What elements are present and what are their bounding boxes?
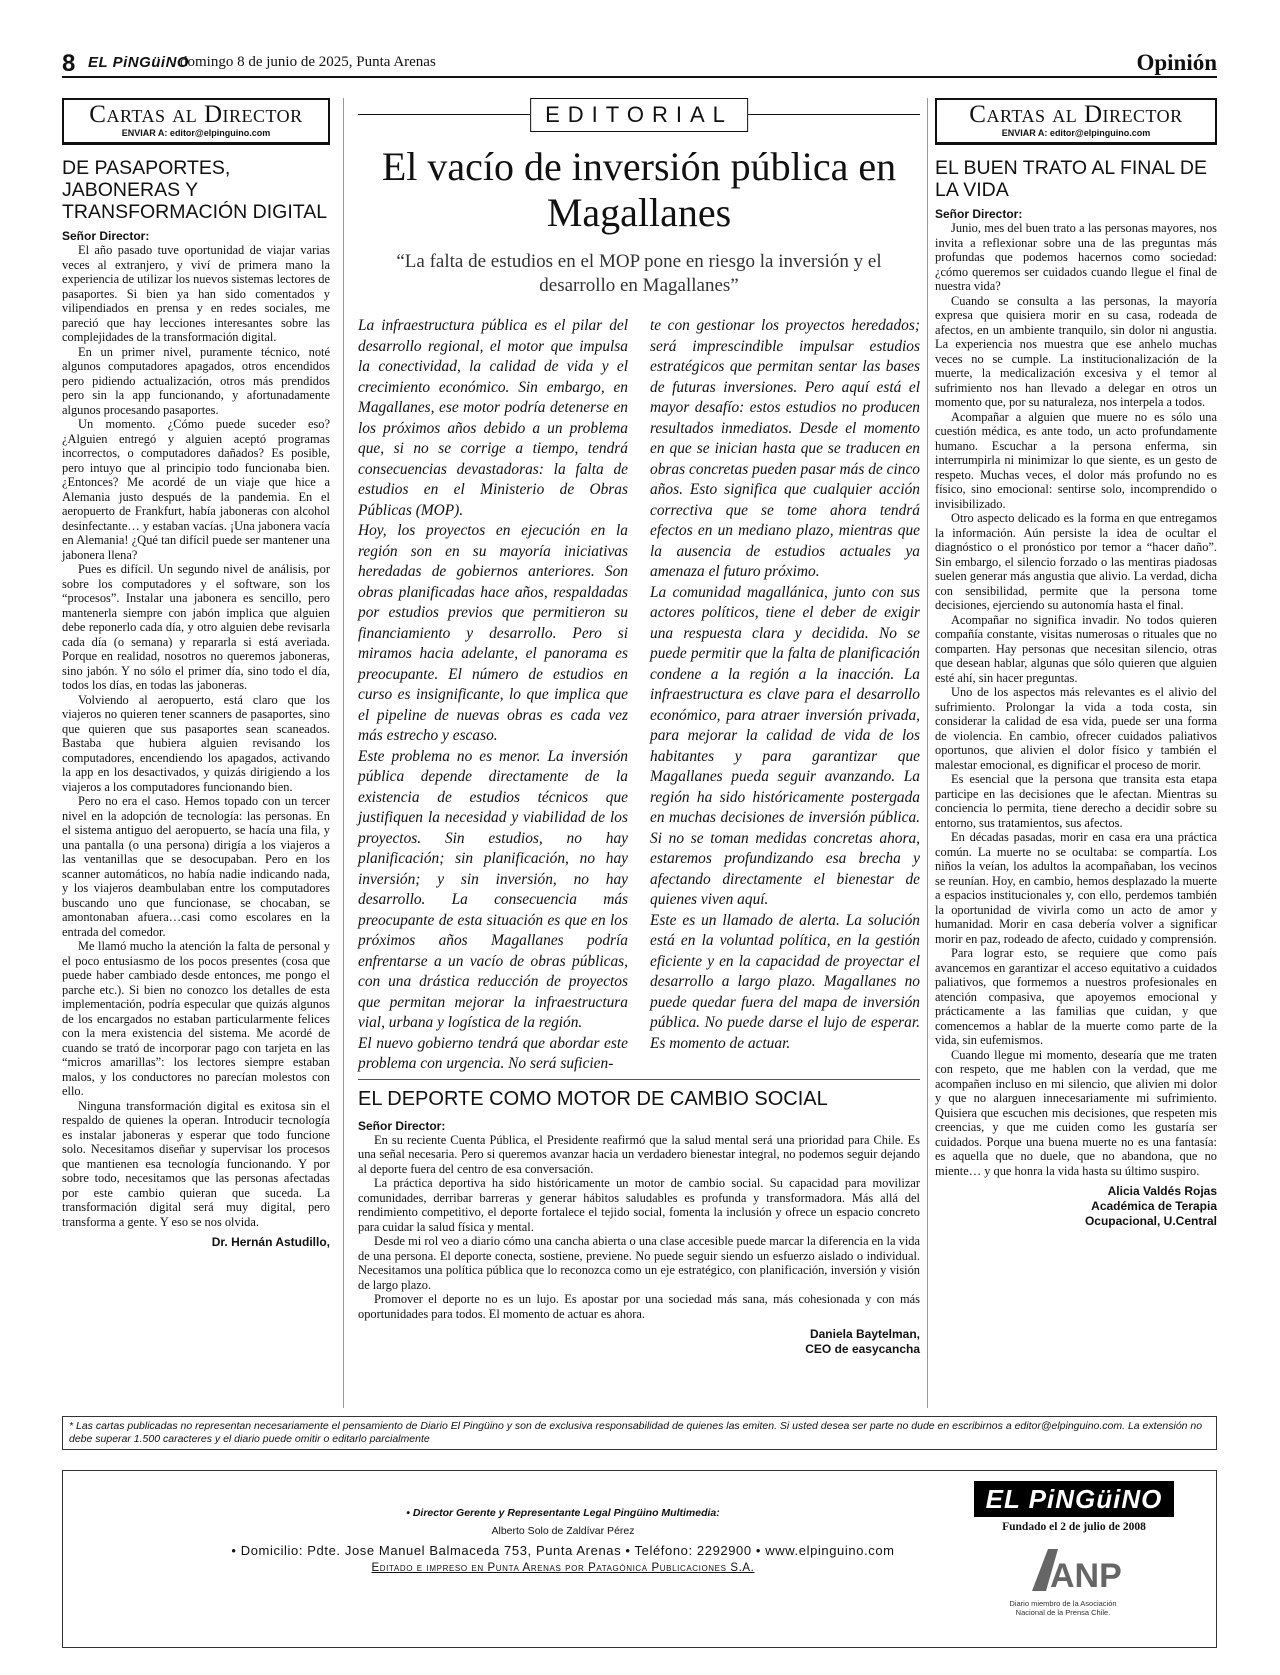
paragraph: Es esencial que la persona que transita esta etapa participe en las decisiones que le afectan. Mientras su conciencia lo permita, tiene derecho a decidir sobre su entorno, sus tratamientos, sus afectos. xyxy=(935,772,1217,830)
footer-director-label: • Director Gerente y Representante Legal Pingüino Multimedia: xyxy=(406,1507,720,1519)
paragraph: La comunidad magallánica, junto con sus actores políticos, tiene el deber de exigir una respuesta clara y decidida. No se puede permitir que la falta de planificación condene a la región a la inacción. La infraestructura es clave para el desarrollo económico, para atraer inversión privada, para mejorar la calidad de vida de los habitantes y para garantizar que Magallanes pueda seguir avanzando. La región ha sido históricamente postergada en muchas decisiones de inversión pública. Si no se toman medidas concretas ahora, estaremos profundizando esa brecha y afectando directamente el bienestar de quienes viven aquí. xyxy=(650,583,920,908)
paragraph: Para lograr esto, se requiere que como país avancemos en garantizar el acceso equitativo a cuidados paliativos, que formemos a nuestros profesionales en atención compasiva, que apoyemos emocional y prácticamente a las familias que cuidan, y que comencemos a hablar de la muerte como parte de la vida, sin eufemismos. xyxy=(935,946,1217,1047)
salutation: Señor Director: xyxy=(62,229,150,243)
footer-credits xyxy=(163,1507,963,1574)
letter-title: DE PASAPORTES, JABONERAS Y TRANSFORMACIÓN DIGITAL xyxy=(62,157,328,223)
signature-role: CEO de easycancha xyxy=(805,1342,920,1356)
column-divider xyxy=(927,98,928,1408)
el-pinguino-logo: EL PiNGüiNO xyxy=(974,1481,1174,1517)
cartas-title: Cartas al Director xyxy=(969,101,1183,128)
editorial-label-wrap xyxy=(358,98,920,132)
page-header xyxy=(62,50,1217,78)
cartas-email: ENVIAR A: editor@elpinguino.com xyxy=(1001,128,1151,138)
cartas-title: Cartas al Director xyxy=(89,101,303,128)
paragraph: Cuando llegue mi momento, desearía que me traten con respeto, que me hablen con la verdad, que me acompañen incluso en mi silencio, que alivien mi dolor y que no alarguen innecesariamente mi sufrimiento. Quisiera que escuchen mis decisiones, que respeten mis creencias, y que me cuiden como les gustaría ser cuidados. Porque una buena muerte no es una fantasía: es aquella que no duele, que no abandona, que no miente… y que honra la vida hasta su último suspiro. xyxy=(935,1047,1217,1178)
editorial-col-1 xyxy=(358,316,628,1075)
section-name: Opinión xyxy=(1136,50,1217,75)
paragraph: En un primer nivel, puramente técnico, noté algunos computadores apagados, otros encendidos pero pidiendo actualización, otros más prendidos pero sin la app funcionando, y afortunadamente algunos procesando pasaportes. xyxy=(62,344,330,417)
salutation: Señor Director: xyxy=(358,1118,446,1133)
paragraph: Promover el deporte no es un lujo. Es apostar por una sociedad más sana, más cohesionada y con más oportunidades para todos. El momento de actuar es ahora. xyxy=(358,1292,920,1321)
editorial-body xyxy=(358,316,920,1075)
editorial-col-2 xyxy=(650,316,920,1075)
paragraph: Otro aspecto delicado es la forma en que entregamos la información. Aún persiste la idea de ocultar el diagnóstico o el pronóstico por temor a “hacer daño”. Sin embargo, el silencio forzado o las mentiras piadosas suelen generar más angustia que alivio. La verdad, dicha con sensibilidad, permite que la persona tome decisiones, ejerciendo su autonomía hasta el final. xyxy=(935,511,1217,612)
paragraph: El año pasado tuve oportunidad de viajar varias veces al extranjero, y viví de primera mano la experiencia de utilizar los nuevos sistemas lectores de pasaportes. Si bien ya han sido comentados y vilipendiados en prensa y en redes sociales, me pareció que hay lecciones interesantes sobre las complejidades de la transformación digital. xyxy=(62,243,330,344)
signature-line: Académica de Terapia xyxy=(1091,1199,1217,1213)
cartas-header xyxy=(935,98,1217,145)
paragraph: Acompañar a alguien que muere no es sólo una cuestión médica, es ante todo, un acto profundamente humano. Escuchar a la persona enferma, sin interrumpirla ni minimizar lo que siente, es un gesto de respeto. Muchas veces, el dolor más profundo no es físico, sino emocional: sentirse solo, incomprendido o invisibilizado. xyxy=(935,409,1217,511)
letter-body xyxy=(935,221,1217,1178)
paragraph: En su reciente Cuenta Pública, el Presidente reafirmó que la salud mental será una prioridad para Chile. Es una señal necesaria. Pero si queremos avanzar hacia un verdadero bienestar integral, no podemos seguir dejando al deporte fuera del centro de esa conversación. xyxy=(358,1132,920,1176)
editorial-subtitle: “La falta de estudios en el MOP pone en riesgo la inversión y el desarrollo en Magallanes” xyxy=(396,251,882,296)
cartas-email: ENVIAR A: editor@elpinguino.com xyxy=(121,128,271,138)
footer xyxy=(62,1470,1217,1648)
signature-line: Ocupacional, U.Central xyxy=(1084,1214,1217,1228)
footer-printer: Editado e impreso en Punta Arenas por Patagónica Publicaciones S.A. xyxy=(371,1562,755,1574)
editorial-label: EDITORIAL xyxy=(530,98,748,132)
paragraph: La infraestructura pública es el pilar del desarrollo regional, el motor que impulsa la conectividad, la calidad de vida y el crecimiento económico. Sin embargo, en Magallanes, ese motor podría detenerse en los próximos años debido a un problema que, si no se corrige a tiempo, tendrá consecuencias devastadoras: la falta de estudios en el Ministerio de Obras Públicas (MOP). xyxy=(358,317,628,519)
deporte-letter xyxy=(358,1088,920,1358)
salutation: Señor Director: xyxy=(935,207,1023,221)
letter-title: EL BUEN TRATO AL FINAL DE LA VIDA xyxy=(935,157,1208,201)
paragraph: Un momento. ¿Cómo puede suceder eso? ¿Alguien entregó y alguien aceptó programas incorrectos, o computadores dañados? Es posible, pero intuyo que al principio todo funcionaba bien. ¿Entonces? Me acordé de un viaje que hice a Alemania justo después de la pandemia. En el aeropuerto de Frankfurt, había jaboneras con alcohol desinfectante… y estaban vacías. ¡Una jabonera vacía en Alemania! ¿Qué tan difícil puede ser mantener una jabonera llena? xyxy=(62,417,330,562)
paragraph: La práctica deportiva ha sido históricamente un motor de cambio social. Su capacidad para movilizar comunidades, derribar barreras y generar hábitos saludables es profunda y transformadora. Más allá del rendimiento competitivo, el deporte fortalece el tejido social, fomenta la inclusión y ofrece un espacio concreto para cuidar la salud física y mental. xyxy=(358,1176,920,1234)
signature-name: Daniela Baytelman, xyxy=(809,1327,920,1341)
signature xyxy=(358,1327,920,1357)
paragraph: Volviendo al aeropuerto, está claro que los viajeros no quieren tener scanners de pasaportes, sino que quieren que sus pasaportes sean scaneados. Bastaba que hubiera alguien revisando los computadores, encendiendo los apagados, activando la app en los desactivados, y quizás dirigiendo a los viajeros a los computadores funcionando bien. xyxy=(62,692,330,794)
editorial-column xyxy=(358,98,920,1357)
paragraph: El nuevo gobierno tendrá que abordar este problema con urgencia. No será suficien- xyxy=(358,1034,628,1072)
paragraph: Este problema no es menor. La inversión pública depende directamente de la existencia de estudios técnicos que justifiquen la necesidad y viabilidad de los proyectos. Sin estudios, no hay planificación; sin planificación, no hay inversión; y sin inversión, no hay desarrollo. La consecuencia más preocupante de esta situación es que en los próximos años Magallanes podría enfrentarse a un vacío de obras públicas, con una drástica reducción de proyectos que permitan mejorar la infraestructura vial, urbana y logística de la región. xyxy=(358,747,628,1031)
column-divider xyxy=(343,98,344,1408)
anp-logo-icon xyxy=(1028,1545,1122,1595)
paragraph: Desde mi rol veo a diario cómo una cancha abierta o una clase accesible puede marcar la diferencia en la vida de una persona. El deporte conecta, sostiene, previene. No puede seguir siendo un esfuerzo aislado o individual. Necesitamos una política pública que lo reconozca como un eje estratégico, con planificación, inversión y visión de largo plazo. xyxy=(358,1234,920,1292)
dateline: domingo 8 de junio de 2025, Punta Arenas xyxy=(180,54,436,70)
paragraph: Hoy, los proyectos en ejecución en la región son en su mayoría iniciativas heredadas de gobiernos anteriores. Son obras planificadas hace años, respaldadas por estudios previos que permitieron su financiamiento y desarrollo. Pero si miramos hacia adelante, el panorama es preocupante. El número de estudios en curso es insignificante, lo que implica que el pipeline de nuevas obras es cada vez más estrecho y escaso. xyxy=(358,522,628,744)
paragraph: Pues es difícil. Un segundo nivel de análisis, por sobre los computadores y el software, son los “procesos”. Instalar una jabonera es sencillo, pero mantenerla siempre con jabón implica que alguien debe reponerlo cada día, y otro alguien debe revisarla cada día (o semana) y repararla si está averiada. Porque en realidad, nosotros no queremos jaboneras, sino jabón. Y no sólo el primer día, sino todo el día, todos los días, en todas las jaboneras. xyxy=(62,562,330,692)
paragraph: Ninguna transformación digital es exitosa sin el respaldo de quienes la operan. Introducir tecnología es instalar jaboneras y esperar que todo funcione solo. Necesitamos diseñar y supervisar los procesos que mantienen esa tecnología funcionando. Y por sobre todo, necesitamos que las personas afectadas por este cambio quieran que suceda. La transformación digital será muy digital, pero transforma a gente. Y eso se nos olvida. xyxy=(62,1098,330,1229)
paragraph: Cuando se consulta a las personas, la mayoría expresa que quisiera morir en su casa, rodeada de afectos, en un ambiente tranquilo, sin dolor ni angustia. La experiencia nos muestra que ese anhelo muchas veces no se cumple. La institucionalización de la muerte, la medicalización excesiva y el temor al sufrimiento nos han llevado a delegar en otros un momento que, por su naturaleza, nos interpela a todos. xyxy=(935,293,1217,409)
anp-logo-text: ANP xyxy=(1050,1557,1122,1595)
letter-body xyxy=(62,243,330,1229)
paragraph: Uno de los aspectos más relevantes es el alivio del sufrimiento. Prolongar la vida a toda costa, sin considerar la calidad de esa vida, puede ser una forma de violencia. En cambio, ofrecer cuidados paliativos oportunos, que alivien el dolor físico y también el malestar emocional, es dignificar el proceso de morir. xyxy=(935,685,1217,772)
signature xyxy=(935,1184,1217,1229)
paragraph: te con gestionar los proyectos heredados; será imprescindible impulsar estudios estratégicos que permitan sentar las bases de futuras inversiones. Pero aquí está el mayor desafío: estos estudios no producen resultados inmediatos. Desde el momento en que se inician hasta que se traducen en obras concretas pueden pasar más de cinco años. Esto significa que cualquier acción correctiva que se tome ahora tendrá efectos en un mediano plazo, mientras que la ausencia de estudios actuales ya amenaza el futuro próximo. xyxy=(650,317,920,580)
paragraph: Pero no era el caso. Hemos topado con un tercer nivel en la adopción de tecnología: las personas. En el sistema antiguo del aeropuerto, se hacía una fila, y una pantalla (o una persona) dirigía a los viajeros a las ventanillas que se desocupaban. Pero en los scanner automáticos, no había nadie indicando nada, y los viajeros deambulaban entre los computadores buscando uno que funcionase, se chocaban, se amontonaban afuera…casi como escolares en la entrada del comedor. xyxy=(62,794,330,939)
paragraph: Acompañar no significa invadir. No todos quieren compañía constante, visitas numerosas o rituales que no comparten. Hay personas que necesitan silencio, otras que desean hablar, algunas que sólo quieren que alguien esté ahí, sin hacer preguntas. xyxy=(935,612,1217,685)
cartas-header xyxy=(62,98,330,145)
paragraph: Me llamó mucho la atención la falta de personal y el poco entusiasmo de los pocos presentes (cosa que puede haber cambiado desde entonces, me pongo el parche etc.). Si bien no conozco los detalles de esta implementación, podría especular que quizás algunos de los encargados no estaban particularmente felices con la mera existencia del sistema. Me acordé de cuando se trató de incorporar pago con tarjeta en las “micros amarillas”: los lectores siempre estaban malos, y los conductores no parecían molestos con ello. xyxy=(62,939,330,1098)
right-letter-column xyxy=(935,98,1217,1229)
editorial-divider xyxy=(358,1079,920,1080)
signature: Dr. Hernán Astudillo, xyxy=(211,1235,330,1249)
editorial-title: El vacío de inversión pública en Magallanes xyxy=(381,144,897,235)
letter-title: EL DEPORTE COMO MOTOR DE CAMBIO SOCIAL xyxy=(358,1087,828,1110)
disclaimer: * Las cartas publicadas no representan necesariamente el pensamiento de Diario El Pingüino y son de exclusiva responsabilidad de quienes las emiten. Si usted desea ser parte no dude en escribirnos a editor@elpinguino.com. La extensión no debe superar 1.500 caracteres y el diario puede omitir o editarlo parcialmente xyxy=(62,1416,1217,1450)
masthead-logo: EL PiNGüiNO xyxy=(88,54,190,71)
paragraph: En décadas pasadas, morir en casa era una práctica común. La muerte no se ocultaba: se compartía. Los niños la veían, los adultos la acompañaban, los vecinos se reunían. Hoy, en cambio, hemos desplazado la muerte a espacios institucionales y, con ello, perdemos también la oportunidad de vivirla como un acto de amor y humanidad. Morir en casa debería volver a significar morir en paz, rodeado de afecto, cuidado y comprensión. xyxy=(935,830,1217,946)
left-letter-column xyxy=(62,98,330,1250)
founded-line: Fundado el 2 de julio de 2008 xyxy=(1002,1521,1146,1533)
footer-address: • Domicilio: Pdte. Jose Manuel Balmaceda 753, Punta Arenas • Teléfono: 2292900 • www.elpinguino.com xyxy=(231,1543,895,1558)
paragraph: Junio, mes del buen trato a las personas mayores, nos invita a reflexionar sobre una de las preguntas más profundas que podemos hacernos como sociedad: ¿cómo queremos ser cuidados cuando llegue el final de nuestra vida? xyxy=(935,221,1217,293)
paragraph: Este es un llamado de alerta. La solución está en la voluntad política, en la gestión eficiente y en la capacidad de proyectar el desarrollo a largo plazo. Magallanes no puede quedar fuera del mapa de inversión pública. No puede darse el lujo de esperar. Es momento de actuar. xyxy=(650,911,920,1052)
footer-director-name: Alberto Solo de Zaldívar Pérez xyxy=(491,1525,635,1537)
page-number: 8 xyxy=(62,50,76,77)
signature-line: Alicia Valdés Rojas xyxy=(1107,1184,1217,1198)
anp-caption: Diario miembro de la Asociación Nacional de la Prensa Chile. xyxy=(1009,1599,1117,1617)
